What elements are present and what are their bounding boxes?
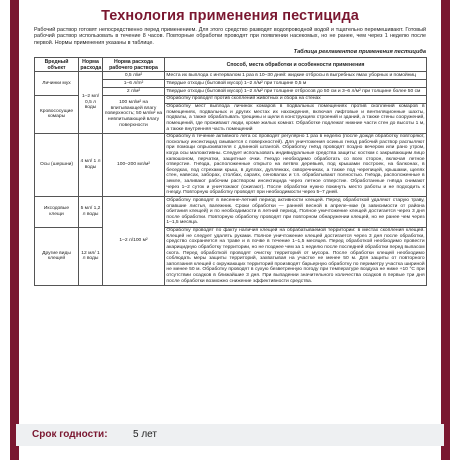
pest-cell: Личинки мух [35, 72, 79, 95]
rate-cell: 5 мл/ 1,2 л воды [79, 197, 103, 227]
method-cell: Места их выплода с интервалом 1 раз в 10–30 дней: жидкие отбросы в выгребных ямах уборных и помойниц [165, 72, 427, 80]
table-caption: Таблица регламентов применения пестицида [293, 49, 426, 56]
regulations-table [34, 57, 427, 285]
shelf-life-value: 5 лет [133, 429, 157, 440]
page-title: Технология применения пестицида [101, 8, 359, 24]
solution-cell: 0,5 л/м² [103, 72, 165, 80]
method-cell: Обработку проводят по факту наличия клещей на обрабатываемой территории: в местах скопления клещей. Клещей не следует удалять руками. Полное уничтожение клещей достигается через 3 дня после обработки, средство сохраняется на траве и в почве в течение 1–1,5 месяцев. Перед обработкой необходимо провести акарицидную обработку территории, но не позднее чем за 1 неделю после последней обработки перед выпасом скота. Перед обработкой проводят очистку территорий от мусора. После обработки клещей необходимо соблюдать меры защиты территорий, захватывая на участке не менее 50 м. Для защиты от повторного заползания клещей с окружающих территорий производят барьерную обработку по периметру участка шириной не менее 50 м. Обработку проводят в сухую безветренную погоду при температуре воздуха не ниже +10 °С при отсутствии осадков в ближайшие 3 дня. При выпадении значительного количества осадков в первые три дня после обработки возможно снижение эффективности средства. [166, 228, 425, 284]
solution-cell: 1–6 л/m² [103, 80, 165, 88]
rate-cell: 4 мл/ 1 л воды [79, 133, 103, 197]
header-pest: Вредный объект [35, 58, 79, 72]
method-cell: Твердые отходы (бытовой мусор) 1–2 л/м² при толщине отбросов до 50 см и 3–6 л/м² при толщине более 50 см [165, 87, 427, 95]
header-solution: Норма расхода рабочего раствора [103, 58, 165, 72]
intro-paragraph: Рабочий раствор готовят непосредственно перед применением. Для этого средство разводят водопроводной водой и тщательно перемешивают. Готовый рабочий раствор использовать в течение 8 часов. Повторные обработки проводят при появлении насекомых, но не ранее, чем через 1 неделю после первой. Нормы применения указаны в таблице. [34, 27, 426, 46]
table-header-row [35, 58, 427, 72]
rate-cell: 1–2 мл/ 0,5 л воды [79, 72, 103, 133]
table-row [35, 197, 427, 227]
method-cell: Обработку в течение активного лета ос проводят регулярно 1 раз в неделю (после дождя обработку повторяют, поскольку инсектицид смывается с поверхностей). Для уничтожения осиных гнезд рабочий раствор распыляют при помощи опрыскивателя с длинной штангой. Обработку гнёзд проводят поздно вечером или рано утром, когда осы малоактивны. Следует использовать индивидуальные средства защиты: костюм с закрывающим лицо капюшоном, перчатки, защитные очки. Гнездо необходимо обработать со всех сторон, включая летное отверстие. Гнёзда, расположенные открыто на ветвях деревьев, под крышами построек, на балконах, в беседках, под стрехами крыш, в дуплах, дуплянках, скворечниках, а также под черепицей, крышами, щелях стен, навесах, заборах, столбах, сараях, сеновалах и т.п. обрабатывают полностью. Гнёзда, расположенные в земле, заливают рабочим раствором инсектицида через летное отверстие. Обработанные гнёзда снимают через 1–2 суток и уничтожают (сжигают). После обработки нужно покинуть место работы и не подходить к гнезду. Повторную обработку проводят при необходимости через 5–7 дней. [166, 134, 425, 196]
pest-cell: Кровососущие комары [35, 95, 79, 133]
content-area [22, 8, 438, 286]
solution-cell: 100–200 мл/м² [103, 133, 165, 197]
shelf-life-footer [16, 424, 444, 446]
method-cell: Обработку мест выплода личинок комаров в подвальных помещениях против скоплений комаров в помещениях, подвальных и других местах их нахождения, включая лифтовые и вентиляционные шахты, подвалы, а также обрабатывать трещины и щели в конструкциях строений и зданий, а также стены сооружений, помещений, где проживают люди, кроме жилых комнат. Обработке подлежат нижние части стен до высоты 1 м, а также внутренняя часть помещений [166, 104, 425, 132]
table-row [35, 133, 427, 197]
pest-cell: Другие виды клещей [35, 227, 79, 285]
rate-cell: 12 мл/ 1 л воды [79, 227, 103, 285]
pest-cell: Осы (шершни) [35, 133, 79, 197]
method-cell: Твердые отходы (бытовой мусор) 1–2 л/м² при толщине 0,5 м [165, 80, 427, 88]
header-rate: Норма расхода [80, 58, 102, 71]
table-row [35, 72, 427, 80]
pest-cell: Иксодовые клещи [35, 197, 79, 227]
shelf-life-label: Срок годности: [32, 429, 108, 440]
solution-cell: 100 мл/м² на впитывающей влагу поверхность; 50 мл/м² на невпитывающей влагу поверхности [103, 95, 165, 133]
table-row [35, 227, 427, 285]
method-cell: Обработку проводят в весенне-летний период активности клещей. Перед обработкой удаляют старую траву, опавшие листья, валежник. Сроки обработки — ранней весной в апреле–мае (в зависимости от района обитания клещей) и по необходимости в летний период. Полное уничтожение клещей достигается через 3 дня после обработки. Повторную обработку проводят при повторном обнаружении клещей, но не ранее чем через 1–1,5 месяца. [166, 198, 425, 226]
header-method: Способ, места обработки и особенности применения [165, 58, 427, 72]
solution-cell: 2 л/м² [103, 87, 165, 95]
method-cell: Обработку проводят против скоплений животных и сбора на стенах [165, 95, 427, 103]
solution-cell: 1–2 л/100 м² [103, 197, 165, 285]
